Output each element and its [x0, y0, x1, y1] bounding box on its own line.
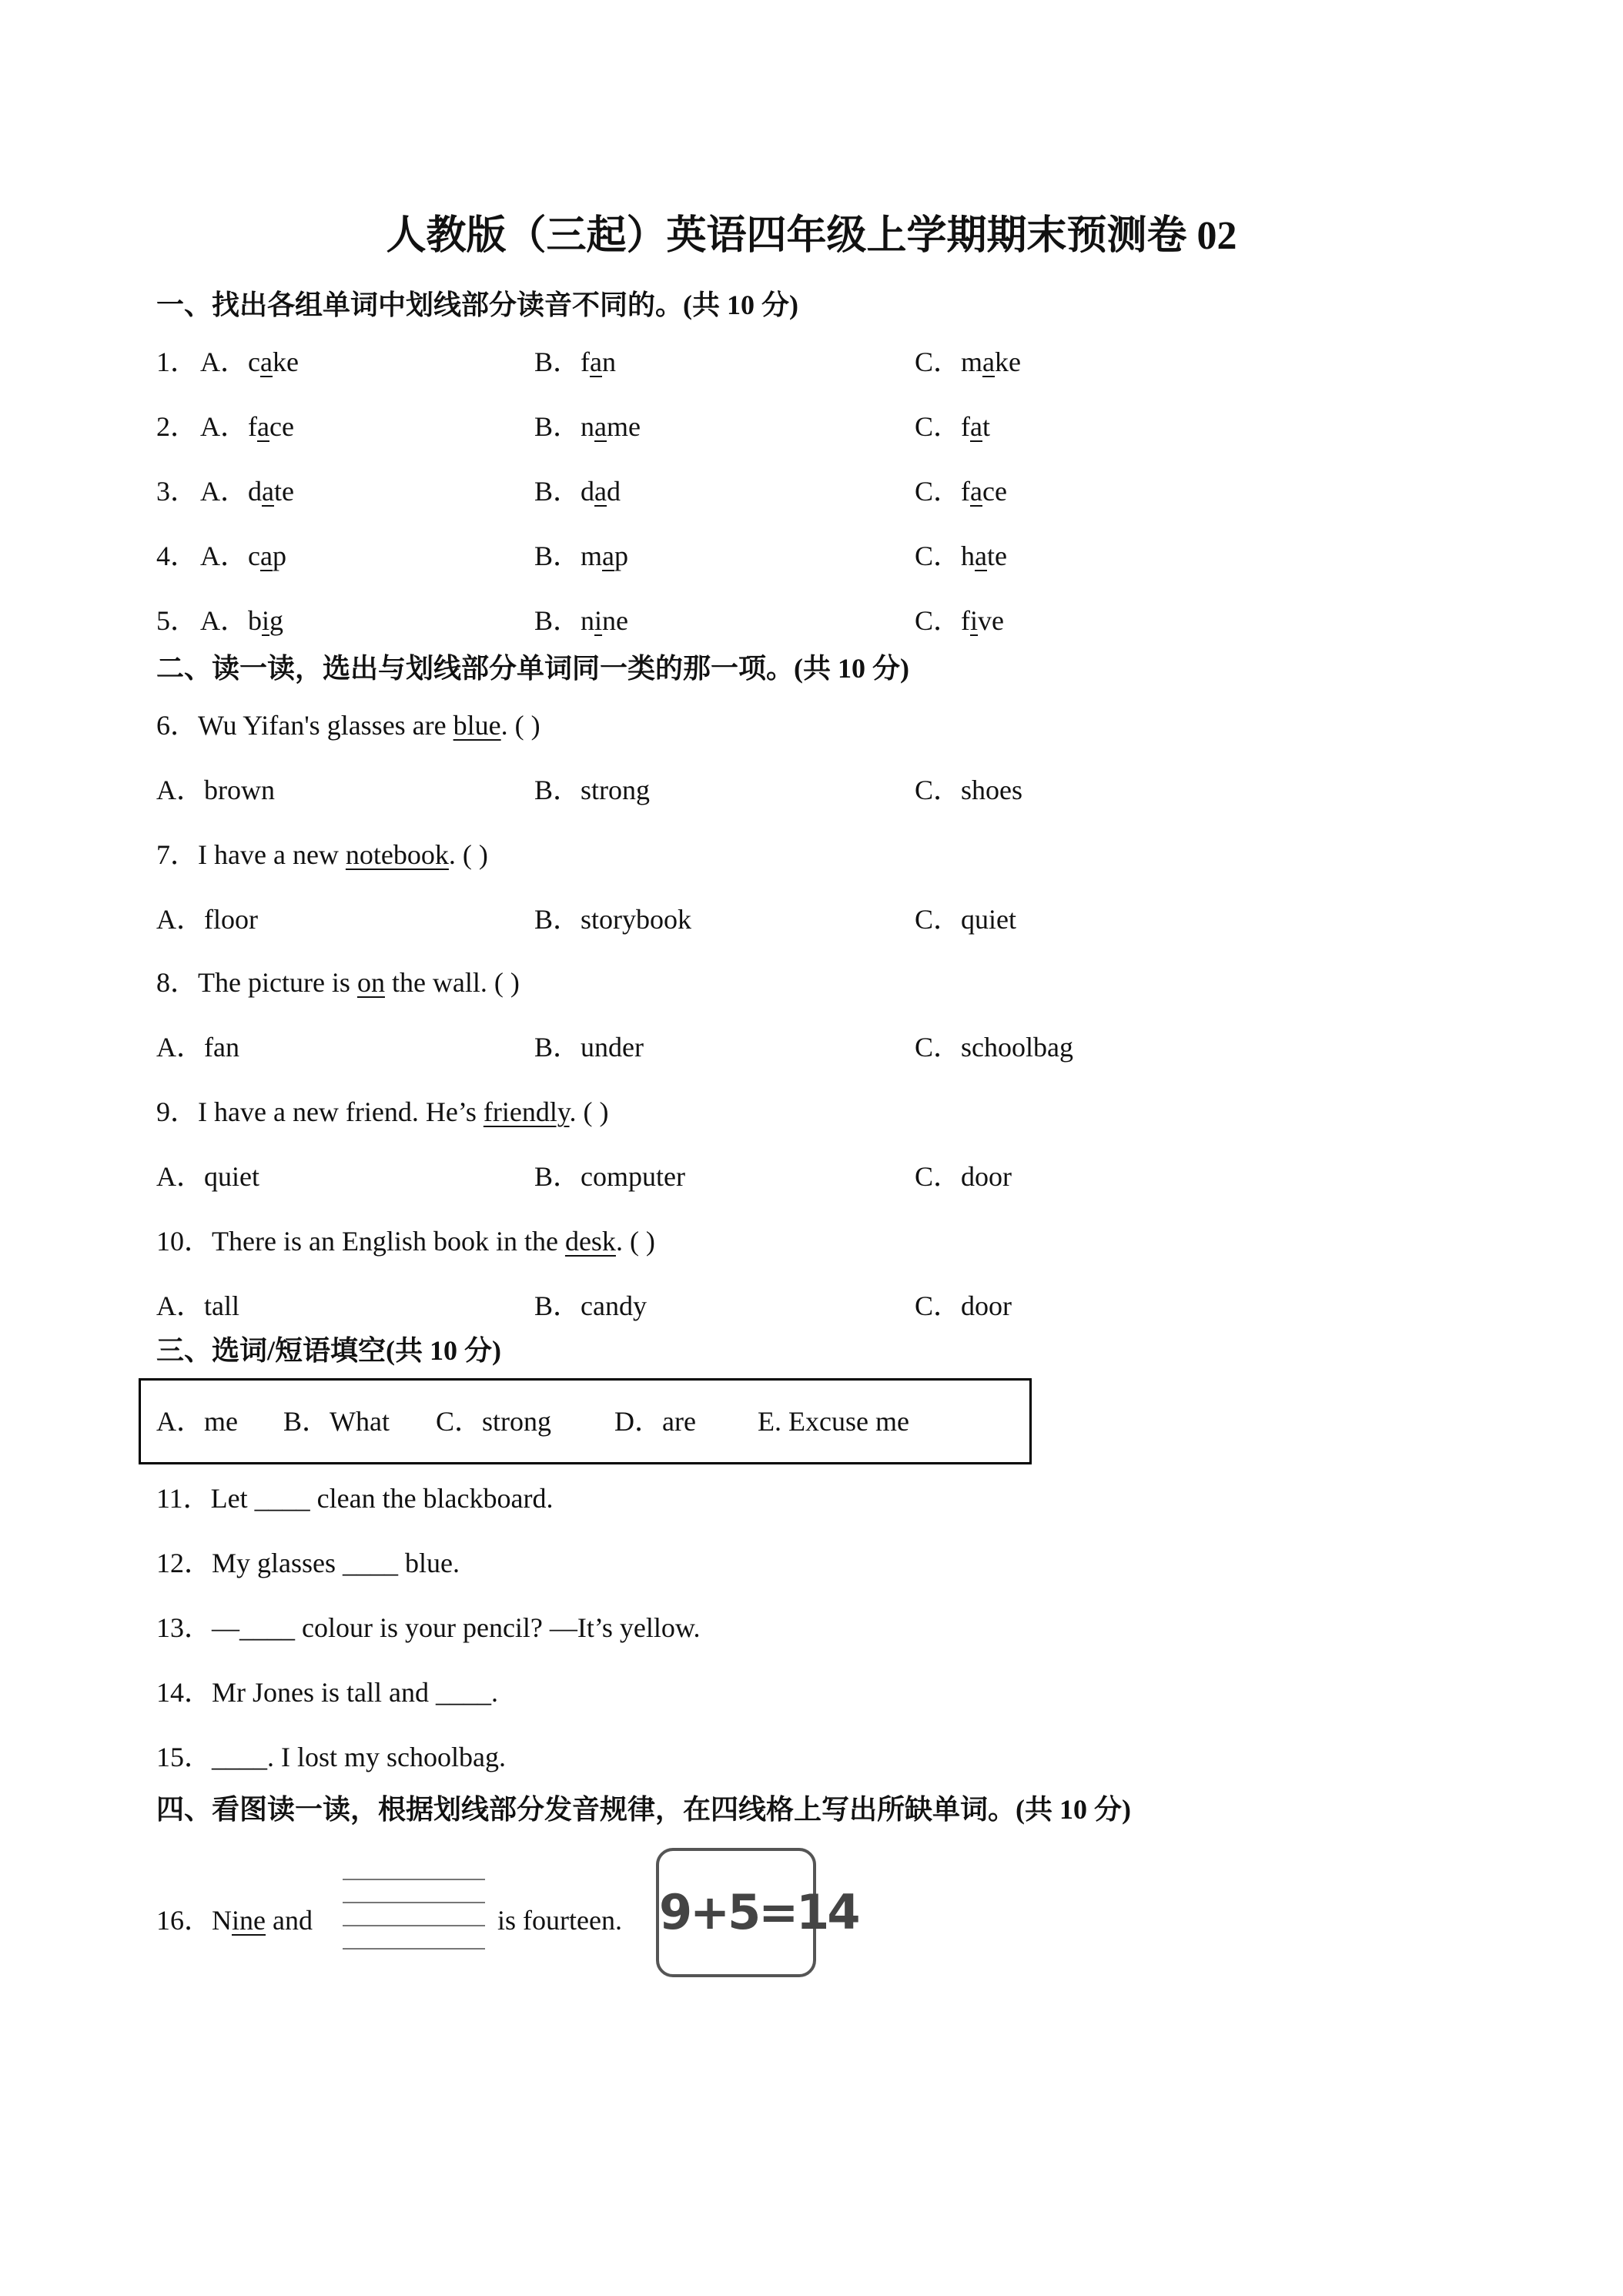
question-16 [156, 1902, 313, 1939]
option-a[interactable]: A．floor [156, 904, 258, 935]
question-text: . ( ) [569, 1096, 609, 1127]
equation-text: 9+5=14 [659, 1884, 858, 1940]
option-b [534, 343, 616, 380]
underlined-letter: a [594, 411, 607, 442]
question-6 [156, 707, 540, 744]
underlined-word: desk [564, 1226, 616, 1257]
question-14: 14．Mr Jones is tall and ____. [156, 1677, 498, 1708]
option-c[interactable]: C．quiet [915, 904, 1016, 935]
underlined-letter: i [262, 605, 270, 636]
option-a[interactable]: A．brown [156, 775, 275, 805]
option-text: p [272, 541, 286, 571]
option-c [915, 408, 990, 445]
section-1-heading: 一、找出各组单词中划线部分读音不同的。(共 10 分) [156, 290, 798, 320]
option-text: ce [982, 476, 1007, 507]
underlined-letter: a [257, 411, 269, 442]
word-suffix: and [266, 1905, 313, 1936]
option-text: t [982, 411, 991, 442]
question-number: 9． [156, 1096, 199, 1127]
question-number: 16． [156, 1905, 212, 1936]
page-title: 人教版（三起）英语四年级上学期期末预测卷 02 [386, 214, 1237, 258]
option-b [534, 473, 621, 510]
underlined-letter: a [982, 346, 995, 377]
underlined-letter: a [970, 411, 982, 442]
four-line-writing-grid[interactable] [343, 1879, 485, 1952]
underlined-letter: i [970, 605, 979, 636]
option-text: A．c [200, 541, 260, 571]
underlined-word: friendly [483, 1096, 570, 1127]
underlined-letter: a [259, 541, 273, 571]
question-text: I have a new friend. He’s [198, 1096, 484, 1127]
option-text: g [269, 605, 284, 636]
option-text: C．f [915, 605, 971, 636]
question-number: 1． [156, 346, 199, 377]
option-text: ke [272, 346, 299, 377]
underlined-letter: a [975, 541, 987, 571]
question-text: There is an English book in the [212, 1226, 565, 1257]
question-15: 15．____. I lost my schoolbag. [156, 1742, 506, 1772]
question-16-ending: is fourteen. [497, 1905, 622, 1936]
option-text: C．h [915, 541, 975, 571]
option-b[interactable]: B．strong [534, 775, 651, 805]
underlined-letter: i [594, 605, 603, 636]
option-text: C．m [915, 346, 983, 377]
option-a [200, 537, 286, 574]
section-4-heading: 四、看图读一读，根据划线部分发音规律，在四线格上写出所缺单词。(共 10 分) [156, 1794, 1131, 1825]
question-number: 10． [156, 1226, 212, 1257]
option-b [534, 408, 641, 445]
question-number: 8． [156, 967, 199, 998]
option-a [200, 343, 299, 380]
question-text: . ( ) [500, 710, 540, 741]
option-text: B．d [534, 476, 595, 507]
option-text: d [607, 476, 621, 507]
option-b[interactable]: B．under [534, 1032, 644, 1063]
option-text: te [273, 476, 294, 507]
question-number: 6． [156, 710, 199, 741]
option-c[interactable]: C．schoolbag [915, 1032, 1073, 1063]
option-b[interactable]: B．candy [534, 1290, 647, 1321]
question-11: 11．Let ____ clean the blackboard. [156, 1483, 554, 1514]
option-c [915, 473, 1007, 510]
option-c [915, 537, 1007, 574]
option-text: C．f [915, 411, 971, 442]
option-text: C．f [915, 476, 971, 507]
question-number: 7． [156, 839, 199, 870]
option-text: B．n [534, 411, 595, 442]
option-text: n [602, 346, 616, 377]
question-12: 12．My glasses ____ blue. [156, 1548, 460, 1578]
option-text: A．b [200, 605, 262, 636]
question-number: 2． [156, 411, 199, 442]
question-7 [156, 836, 488, 873]
underlined-letter: a [602, 541, 614, 571]
question-text: . ( ) [615, 1226, 655, 1257]
underlined-word: notebook [345, 839, 449, 870]
question-8 [156, 964, 520, 1001]
question-text: the wall. ( ) [384, 967, 520, 998]
question-text: I have a new [198, 839, 346, 870]
underlined-letter: a [594, 476, 607, 507]
option-a[interactable]: A．quiet [156, 1161, 259, 1192]
option-a [200, 408, 294, 445]
word-bank-option-d: D．are [614, 1406, 696, 1437]
underlined-word: blue [453, 710, 501, 741]
question-text: Wu Yifan's glasses are [198, 710, 453, 741]
underlined-letter: a [970, 476, 982, 507]
question-text: The picture is [198, 967, 357, 998]
question-10 [156, 1223, 655, 1260]
option-b[interactable]: B．computer [534, 1161, 685, 1192]
question-9 [156, 1093, 608, 1130]
underlined-letter: a [590, 346, 602, 377]
option-text: ce [269, 411, 294, 442]
word-bank-option-a: A．me [156, 1406, 238, 1437]
question-number: 5． [156, 605, 199, 636]
option-text: te [987, 541, 1007, 571]
option-a[interactable]: A．fan [156, 1032, 239, 1063]
option-a [200, 473, 294, 510]
option-text: B．m [534, 541, 603, 571]
option-text: A．c [200, 346, 260, 377]
option-b [534, 537, 628, 574]
option-b [534, 602, 628, 639]
option-text: me [607, 411, 641, 442]
option-c [915, 343, 1021, 380]
option-c[interactable]: C．shoes [915, 775, 1023, 805]
word-bank-option-b: B．What [283, 1406, 390, 1437]
option-c[interactable]: C．door [915, 1290, 1012, 1321]
option-c[interactable]: C．door [915, 1161, 1012, 1192]
underlined-letter: a [262, 476, 274, 507]
word-bank-option-e: E. Excuse me [758, 1406, 909, 1437]
option-text: ke [995, 346, 1021, 377]
word-prefix: N [212, 1905, 233, 1936]
equation-picture [656, 1848, 858, 1977]
underlined-letter: a [259, 346, 273, 377]
option-a[interactable]: A．tall [156, 1290, 239, 1321]
underlined-word: on [356, 967, 385, 998]
option-text: p [614, 541, 628, 571]
option-text: A．f [200, 411, 257, 442]
question-number: 3． [156, 476, 199, 507]
underlined-letters: ine [232, 1905, 266, 1936]
option-text: B．f [534, 346, 591, 377]
section-3-heading: 三、选词/短语填空(共 10 分) [156, 1335, 501, 1366]
option-text: ve [978, 605, 1005, 636]
question-number: 4． [156, 541, 199, 571]
word-bank-option-c: C．strong [436, 1406, 552, 1437]
option-a [200, 602, 283, 639]
option-text: ne [602, 605, 629, 636]
option-text: A．d [200, 476, 262, 507]
option-text: B．n [534, 605, 595, 636]
option-b[interactable]: B．storybook [534, 904, 692, 935]
section-2-heading: 二、读一读，选出与划线部分单词同一类的那一项。(共 10 分) [156, 653, 909, 684]
option-c [915, 602, 1004, 639]
question-text: . ( ) [448, 839, 488, 870]
question-13: 13．—____ colour is your pencil? —It’s yellow. [156, 1612, 701, 1643]
